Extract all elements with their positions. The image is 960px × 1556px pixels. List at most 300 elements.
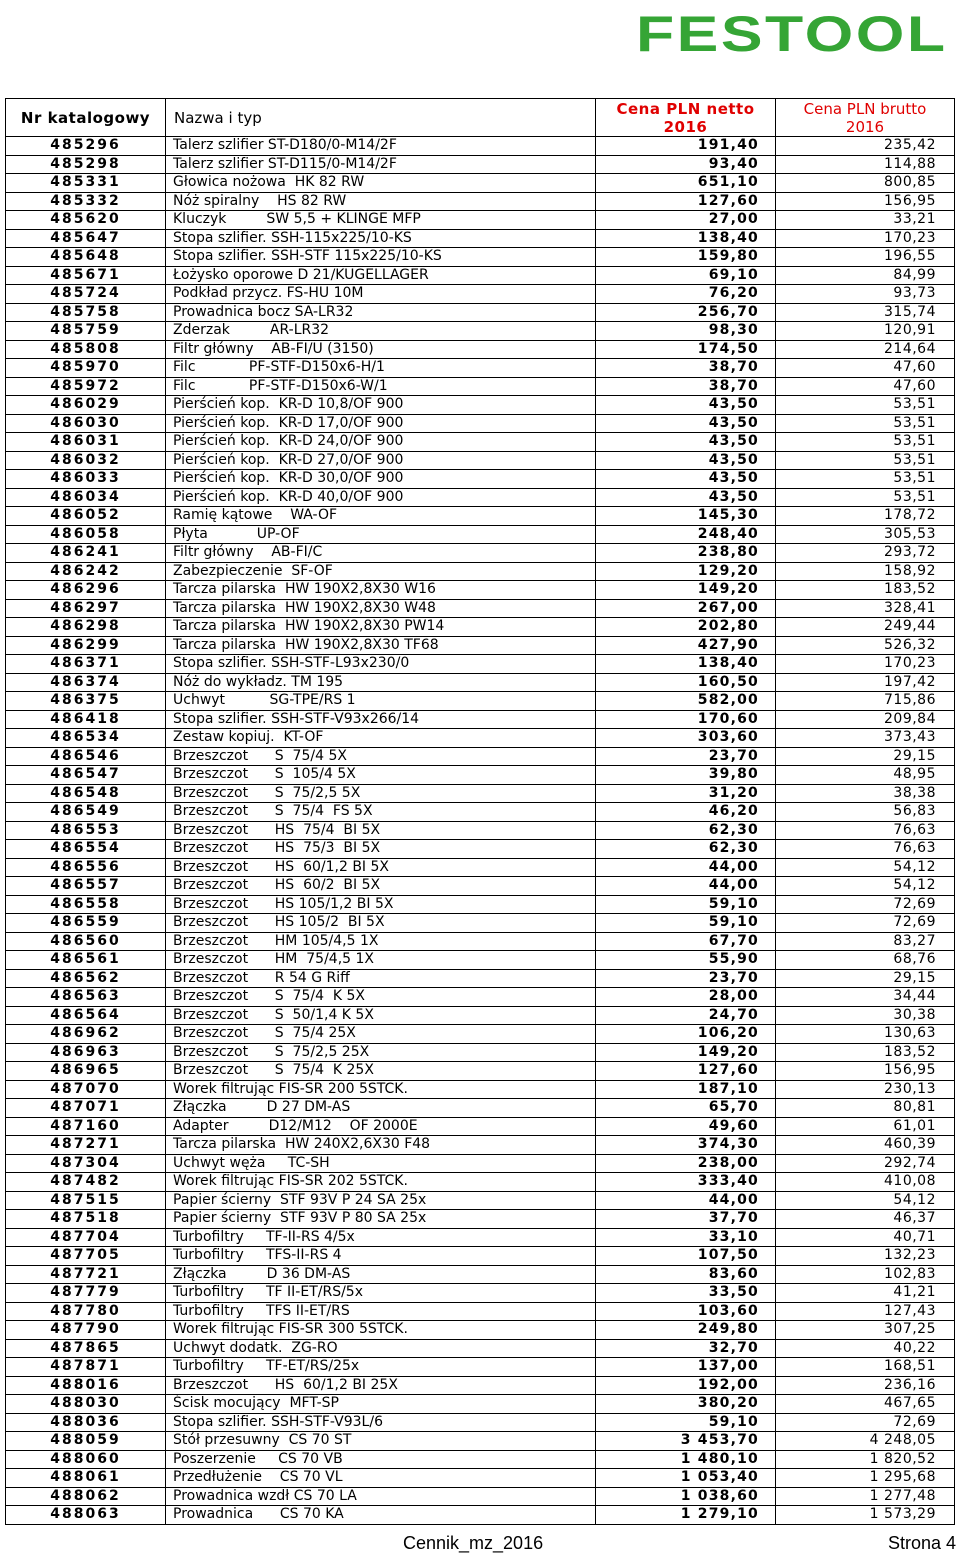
cell-gross-price: 72,69 [776, 895, 955, 914]
price-table [5, 98, 955, 1525]
cell-net-price: 67,70 [596, 932, 776, 951]
cell-gross-price: 47,60 [776, 359, 955, 378]
table-row [6, 803, 955, 822]
header-gross-price-year: 2016 [845, 117, 885, 136]
cell-net-price: 248,40 [596, 525, 776, 544]
cell-name-type: Brzeszczot HS 105/2 BI 5X [166, 914, 596, 933]
cell-gross-price: 1 277,48 [776, 1487, 955, 1506]
cell-name-type: Podkład przycz. FS-HU 10M [166, 285, 596, 304]
cell-gross-price: 168,51 [776, 1358, 955, 1377]
cell-net-price: 37,70 [596, 1210, 776, 1229]
cell-name-type: Stopa szlifier. SSH-STF-V93x266/14 [166, 710, 596, 729]
cell-net-price: 38,70 [596, 359, 776, 378]
cell-net-price: 44,00 [596, 1191, 776, 1210]
cell-catalog-number: 485972 [6, 377, 166, 396]
cell-name-type: Pierścień kop. KR-D 40,0/OF 900 [166, 488, 596, 507]
table-row [6, 1136, 955, 1155]
cell-name-type: Poszerzenie CS 70 VB [166, 1450, 596, 1469]
cell-net-price: 106,20 [596, 1025, 776, 1044]
cell-name-type: Brzeszczot HS 60/1,2 BI 5X [166, 858, 596, 877]
cell-name-type: Uchwyt SG-TPE/RS 1 [166, 692, 596, 711]
table-row [6, 433, 955, 452]
cell-net-price: 1 053,40 [596, 1469, 776, 1488]
cell-gross-price: 72,69 [776, 1413, 955, 1432]
cell-net-price: 159,80 [596, 248, 776, 267]
cell-name-type: Brzeszczot HM 75/4,5 1X [166, 951, 596, 970]
cell-name-type: Ścisk mocujący MFT-SP [166, 1395, 596, 1414]
cell-name-type: Brzeszczot S 75/4 FS 5X [166, 803, 596, 822]
cell-net-price: 43,50 [596, 396, 776, 415]
cell-name-type: Turbofiltry TF-II-RS 4/5x [166, 1228, 596, 1247]
cell-gross-price: 307,25 [776, 1321, 955, 1340]
cell-catalog-number: 486554 [6, 840, 166, 859]
cell-name-type: Brzeszczot S 75/4 25X [166, 1025, 596, 1044]
cell-net-price: 107,50 [596, 1247, 776, 1266]
cell-catalog-number: 486241 [6, 544, 166, 563]
cell-gross-price: 29,15 [776, 747, 955, 766]
table-row [6, 1247, 955, 1266]
cell-name-type: Brzeszczot S 75/4 K 25X [166, 1062, 596, 1081]
cell-gross-price: 40,71 [776, 1228, 955, 1247]
cell-net-price: 32,70 [596, 1339, 776, 1358]
cell-gross-price: 40,22 [776, 1339, 955, 1358]
table-row [6, 1080, 955, 1099]
cell-catalog-number: 485724 [6, 285, 166, 304]
table-row [6, 377, 955, 396]
table-row [6, 988, 955, 1007]
table-row [6, 322, 955, 341]
cell-gross-price: 41,21 [776, 1284, 955, 1303]
cell-name-type: Turbofiltry TFS-II-RS 4 [166, 1247, 596, 1266]
cell-name-type: Brzeszczot S 75/2,5 5X [166, 784, 596, 803]
cell-gross-price: 715,86 [776, 692, 955, 711]
table-row [6, 414, 955, 433]
table-row [6, 1025, 955, 1044]
table-row [6, 636, 955, 655]
table-row [6, 1173, 955, 1192]
table-row [6, 692, 955, 711]
cell-catalog-number: 488060 [6, 1450, 166, 1469]
cell-name-type: Pierścień kop. KR-D 27,0/OF 900 [166, 451, 596, 470]
cell-catalog-number: 487871 [6, 1358, 166, 1377]
cell-catalog-number: 486560 [6, 932, 166, 951]
table-row [6, 544, 955, 563]
cell-name-type: Zestaw kopiuj. KT-OF [166, 729, 596, 748]
cell-name-type: Przedłużenie CS 70 VL [166, 1469, 596, 1488]
cell-net-price: 69,10 [596, 266, 776, 285]
cell-gross-price: 315,74 [776, 303, 955, 322]
table-row [6, 155, 955, 174]
cell-gross-price: 196,55 [776, 248, 955, 267]
cell-catalog-number: 485758 [6, 303, 166, 322]
cell-net-price: 28,00 [596, 988, 776, 1007]
cell-gross-price: 38,38 [776, 784, 955, 803]
cell-name-type: Talerz szlifier ST-D180/0-M14/2F [166, 137, 596, 156]
cell-gross-price: 292,74 [776, 1154, 955, 1173]
cell-gross-price: 53,51 [776, 414, 955, 433]
cell-catalog-number: 486052 [6, 507, 166, 526]
cell-net-price: 582,00 [596, 692, 776, 711]
cell-net-price: 55,90 [596, 951, 776, 970]
cell-gross-price: 54,12 [776, 1191, 955, 1210]
cell-catalog-number: 486299 [6, 636, 166, 655]
footer-document-name: Cennik_mz_2016 [403, 1533, 544, 1553]
cell-gross-price: 328,41 [776, 599, 955, 618]
header-name-type: Nazwa i typ [166, 99, 596, 137]
cell-name-type: Papier ścierny STF 93V P 80 SA 25x [166, 1210, 596, 1229]
cell-catalog-number: 487070 [6, 1080, 166, 1099]
cell-gross-price: 53,51 [776, 488, 955, 507]
cell-gross-price: 410,08 [776, 1173, 955, 1192]
cell-catalog-number: 486558 [6, 895, 166, 914]
cell-gross-price: 1 573,29 [776, 1506, 955, 1525]
cell-gross-price: 34,44 [776, 988, 955, 1007]
cell-net-price: 333,40 [596, 1173, 776, 1192]
cell-catalog-number: 486553 [6, 821, 166, 840]
cell-gross-price: 305,53 [776, 525, 955, 544]
table-row [6, 192, 955, 211]
cell-net-price: 43,50 [596, 414, 776, 433]
cell-catalog-number: 486375 [6, 692, 166, 711]
cell-gross-price: 53,51 [776, 451, 955, 470]
cell-gross-price: 214,64 [776, 340, 955, 359]
cell-catalog-number: 486032 [6, 451, 166, 470]
cell-net-price: 76,20 [596, 285, 776, 304]
cell-gross-price: 293,72 [776, 544, 955, 563]
table-row [6, 1154, 955, 1173]
table-row [6, 1339, 955, 1358]
table-row [6, 470, 955, 489]
cell-name-type: Pierścień kop. KR-D 30,0/OF 900 [166, 470, 596, 489]
cell-gross-price: 249,44 [776, 618, 955, 637]
cell-catalog-number: 487160 [6, 1117, 166, 1136]
cell-gross-price: 48,95 [776, 766, 955, 785]
cell-net-price: 427,90 [596, 636, 776, 655]
cell-catalog-number: 486418 [6, 710, 166, 729]
cell-catalog-number: 486030 [6, 414, 166, 433]
cell-net-price: 137,00 [596, 1358, 776, 1377]
cell-catalog-number: 486561 [6, 951, 166, 970]
table-row [6, 914, 955, 933]
cell-gross-price: 170,23 [776, 655, 955, 674]
table-row [6, 285, 955, 304]
table-row [6, 581, 955, 600]
cell-net-price: 174,50 [596, 340, 776, 359]
cell-gross-price: 53,51 [776, 396, 955, 415]
cell-net-price: 33,50 [596, 1284, 776, 1303]
table-row [6, 359, 955, 378]
cell-net-price: 27,00 [596, 211, 776, 230]
cell-name-type: Prowadnica wzdł CS 70 LA [166, 1487, 596, 1506]
cell-net-price: 59,10 [596, 914, 776, 933]
cell-catalog-number: 487721 [6, 1265, 166, 1284]
cell-gross-price: 235,42 [776, 137, 955, 156]
table-row [6, 1006, 955, 1025]
cell-name-type: Prowadnica CS 70 KA [166, 1506, 596, 1525]
cell-gross-price: 178,72 [776, 507, 955, 526]
table-row [6, 932, 955, 951]
cell-catalog-number: 488059 [6, 1432, 166, 1451]
cell-gross-price: 156,95 [776, 1062, 955, 1081]
cell-name-type: Zderzak AR-LR32 [166, 322, 596, 341]
table-row [6, 766, 955, 785]
cell-name-type: Worek filtrując FIS-SR 300 5STCK. [166, 1321, 596, 1340]
cell-catalog-number: 486296 [6, 581, 166, 600]
cell-name-type: Płyta UP-OF [166, 525, 596, 544]
cell-net-price: 1 279,10 [596, 1506, 776, 1525]
cell-net-price: 39,80 [596, 766, 776, 785]
cell-gross-price: 4 248,05 [776, 1432, 955, 1451]
cell-catalog-number: 485296 [6, 137, 166, 156]
cell-gross-price: 1 295,68 [776, 1469, 955, 1488]
cell-net-price: 93,40 [596, 155, 776, 174]
cell-name-type: Głowica nożowa HK 82 RW [166, 174, 596, 193]
table-header-row [6, 99, 955, 137]
table-row [6, 1284, 955, 1303]
cell-net-price: 138,40 [596, 655, 776, 674]
table-row [6, 174, 955, 193]
cell-catalog-number: 486548 [6, 784, 166, 803]
cell-name-type: Brzeszczot S 75/2,5 25X [166, 1043, 596, 1062]
cell-catalog-number: 486534 [6, 729, 166, 748]
cell-net-price: 145,30 [596, 507, 776, 526]
cell-name-type: Stopa szlifier. SSH-115x225/10-KS [166, 229, 596, 248]
table-row [6, 488, 955, 507]
cell-name-type: Brzeszczot S 75/4 5X [166, 747, 596, 766]
cell-name-type: Ramię kątowe WA-OF [166, 507, 596, 526]
cell-catalog-number: 488063 [6, 1506, 166, 1525]
cell-catalog-number: 486559 [6, 914, 166, 933]
cell-net-price: 149,20 [596, 581, 776, 600]
cell-gross-price: 1 820,52 [776, 1450, 955, 1469]
table-row [6, 1413, 955, 1432]
cell-catalog-number: 486563 [6, 988, 166, 1007]
cell-gross-price: 80,81 [776, 1099, 955, 1118]
footer-page-number: Strona 4 [887, 1533, 956, 1553]
cell-catalog-number: 485808 [6, 340, 166, 359]
cell-name-type: Nóż do wykładz. TM 195 [166, 673, 596, 692]
cell-catalog-number: 486962 [6, 1025, 166, 1044]
table-row [6, 1432, 955, 1451]
cell-catalog-number: 485970 [6, 359, 166, 378]
cell-catalog-number: 485759 [6, 322, 166, 341]
cell-net-price: 43,50 [596, 470, 776, 489]
cell-gross-price: 114,88 [776, 155, 955, 174]
cell-gross-price: 56,83 [776, 803, 955, 822]
cell-gross-price: 47,60 [776, 377, 955, 396]
cell-net-price: 46,20 [596, 803, 776, 822]
table-row [6, 1376, 955, 1395]
cell-catalog-number: 486058 [6, 525, 166, 544]
table-row [6, 729, 955, 748]
cell-name-type: Brzeszczot HS 60/2 BI 5X [166, 877, 596, 896]
cell-net-price: 129,20 [596, 562, 776, 581]
cell-name-type: Pierścień kop. KR-D 17,0/OF 900 [166, 414, 596, 433]
cell-net-price: 160,50 [596, 673, 776, 692]
cell-catalog-number: 487790 [6, 1321, 166, 1340]
cell-net-price: 149,20 [596, 1043, 776, 1062]
table-row [6, 1117, 955, 1136]
cell-net-price: 98,30 [596, 322, 776, 341]
cell-net-price: 187,10 [596, 1080, 776, 1099]
cell-name-type: Turbofiltry TF-ET/RS/25x [166, 1358, 596, 1377]
table-row [6, 599, 955, 618]
table-row [6, 1043, 955, 1062]
cell-gross-price: 46,37 [776, 1210, 955, 1229]
cell-name-type: Uchwyt dodatk. ZG-RO [166, 1339, 596, 1358]
cell-net-price: 1 480,10 [596, 1450, 776, 1469]
cell-catalog-number: 487304 [6, 1154, 166, 1173]
cell-catalog-number: 486374 [6, 673, 166, 692]
cell-catalog-number: 486029 [6, 396, 166, 415]
table-row [6, 951, 955, 970]
cell-catalog-number: 486371 [6, 655, 166, 674]
cell-name-type: Zabezpieczenie SF-OF [166, 562, 596, 581]
cell-name-type: Pierścień kop. KR-D 24,0/OF 900 [166, 433, 596, 452]
table-row [6, 1450, 955, 1469]
cell-net-price: 62,30 [596, 840, 776, 859]
cell-catalog-number: 485620 [6, 211, 166, 230]
cell-net-price: 256,70 [596, 303, 776, 322]
cell-catalog-number: 487865 [6, 1339, 166, 1358]
cell-gross-price: 83,27 [776, 932, 955, 951]
cell-catalog-number: 486547 [6, 766, 166, 785]
cell-catalog-number: 487780 [6, 1302, 166, 1321]
cell-gross-price: 33,21 [776, 211, 955, 230]
cell-catalog-number: 485332 [6, 192, 166, 211]
cell-name-type: Brzeszczot HS 75/4 BI 5X [166, 821, 596, 840]
cell-name-type: Stopa szlifier. SSH-STF 115x225/10-KS [166, 248, 596, 267]
cell-catalog-number: 486965 [6, 1062, 166, 1081]
cell-name-type: Brzeszczot HS 105/1,2 BI 5X [166, 895, 596, 914]
table-row [6, 303, 955, 322]
cell-catalog-number: 488061 [6, 1469, 166, 1488]
cell-catalog-number: 486556 [6, 858, 166, 877]
cell-net-price: 238,80 [596, 544, 776, 563]
cell-catalog-number: 486564 [6, 1006, 166, 1025]
table-row [6, 877, 955, 896]
table-row [6, 1358, 955, 1377]
cell-catalog-number: 485648 [6, 248, 166, 267]
cell-gross-price: 158,92 [776, 562, 955, 581]
cell-net-price: 138,40 [596, 229, 776, 248]
cell-name-type: Pierścień kop. KR-D 10,8/OF 900 [166, 396, 596, 415]
cell-name-type: Złączka D 27 DM-AS [166, 1099, 596, 1118]
cell-name-type: Worek filtrując FIS-SR 202 5STCK. [166, 1173, 596, 1192]
cell-net-price: 62,30 [596, 821, 776, 840]
cell-name-type: Papier ścierny STF 93V P 24 SA 25x [166, 1191, 596, 1210]
cell-name-type: Tarcza pilarska HW 190X2,8X30 TF68 [166, 636, 596, 655]
table-row [6, 747, 955, 766]
table-row [6, 655, 955, 674]
cell-gross-price: 800,85 [776, 174, 955, 193]
cell-catalog-number: 487515 [6, 1191, 166, 1210]
cell-name-type: Brzeszczot R 54 G Riff [166, 969, 596, 988]
cell-net-price: 303,60 [596, 729, 776, 748]
cell-catalog-number: 488062 [6, 1487, 166, 1506]
table-row [6, 1191, 955, 1210]
cell-catalog-number: 486033 [6, 470, 166, 489]
cell-catalog-number: 487271 [6, 1136, 166, 1155]
cell-net-price: 43,50 [596, 451, 776, 470]
table-row [6, 248, 955, 267]
cell-name-type: Brzeszczot S 75/4 K 5X [166, 988, 596, 1007]
table-row [6, 1099, 955, 1118]
table-row [6, 784, 955, 803]
cell-net-price: 267,00 [596, 599, 776, 618]
table-row [6, 1265, 955, 1284]
cell-name-type: Tarcza pilarska HW 240X2,6X30 F48 [166, 1136, 596, 1155]
cell-net-price: 3 453,70 [596, 1432, 776, 1451]
cell-net-price: 374,30 [596, 1136, 776, 1155]
cell-gross-price: 373,43 [776, 729, 955, 748]
table-row [6, 525, 955, 544]
cell-catalog-number: 487518 [6, 1210, 166, 1229]
cell-gross-price: 68,76 [776, 951, 955, 970]
cell-name-type: Filtr główny AB-FI/C [166, 544, 596, 563]
cell-catalog-number: 486031 [6, 433, 166, 452]
cell-name-type: Filc PF-STF-D150x6-W/1 [166, 377, 596, 396]
cell-net-price: 103,60 [596, 1302, 776, 1321]
cell-gross-price: 197,42 [776, 673, 955, 692]
cell-gross-price: 102,83 [776, 1265, 955, 1284]
cell-name-type: Filtr główny AB-FI/U (3150) [166, 340, 596, 359]
cell-catalog-number: 486546 [6, 747, 166, 766]
cell-name-type: Tarcza pilarska HW 190X2,8X30 PW14 [166, 618, 596, 637]
cell-catalog-number: 486297 [6, 599, 166, 618]
cell-gross-price: 127,43 [776, 1302, 955, 1321]
cell-catalog-number: 486298 [6, 618, 166, 637]
cell-net-price: 59,10 [596, 895, 776, 914]
cell-catalog-number: 487779 [6, 1284, 166, 1303]
cell-name-type: Talerz szlifier ST-D115/0-M14/2F [166, 155, 596, 174]
table-row [6, 1062, 955, 1081]
cell-gross-price: 156,95 [776, 192, 955, 211]
cell-net-price: 249,80 [596, 1321, 776, 1340]
cell-net-price: 59,10 [596, 1413, 776, 1432]
table-body [6, 137, 955, 1525]
cell-gross-price: 460,39 [776, 1136, 955, 1155]
cell-net-price: 65,70 [596, 1099, 776, 1118]
cell-gross-price: 29,15 [776, 969, 955, 988]
table-row [6, 710, 955, 729]
cell-name-type: Filc PF-STF-D150x6-H/1 [166, 359, 596, 378]
table-row [6, 618, 955, 637]
cell-gross-price: 54,12 [776, 877, 955, 896]
cell-net-price: 33,10 [596, 1228, 776, 1247]
cell-name-type: Nóż spiralny HS 82 RW [166, 192, 596, 211]
cell-name-type: Brzeszczot S 105/4 5X [166, 766, 596, 785]
table-row [6, 969, 955, 988]
cell-catalog-number: 487071 [6, 1099, 166, 1118]
header-net-price-label: Cena PLN netto [616, 99, 755, 118]
cell-name-type: Adapter D12/M12 OF 2000E [166, 1117, 596, 1136]
cell-net-price: 24,70 [596, 1006, 776, 1025]
cell-net-price: 202,80 [596, 618, 776, 637]
cell-gross-price: 236,16 [776, 1376, 955, 1395]
header-net-price-year: 2016 [663, 117, 708, 136]
cell-net-price: 170,60 [596, 710, 776, 729]
cell-gross-price: 526,32 [776, 636, 955, 655]
cell-net-price: 380,20 [596, 1395, 776, 1414]
cell-gross-price: 53,51 [776, 470, 955, 489]
table-row [6, 396, 955, 415]
cell-catalog-number: 487705 [6, 1247, 166, 1266]
table-row [6, 340, 955, 359]
header-net-price [596, 99, 776, 137]
cell-name-type: Brzeszczot HS 75/3 BI 5X [166, 840, 596, 859]
cell-catalog-number: 486562 [6, 969, 166, 988]
